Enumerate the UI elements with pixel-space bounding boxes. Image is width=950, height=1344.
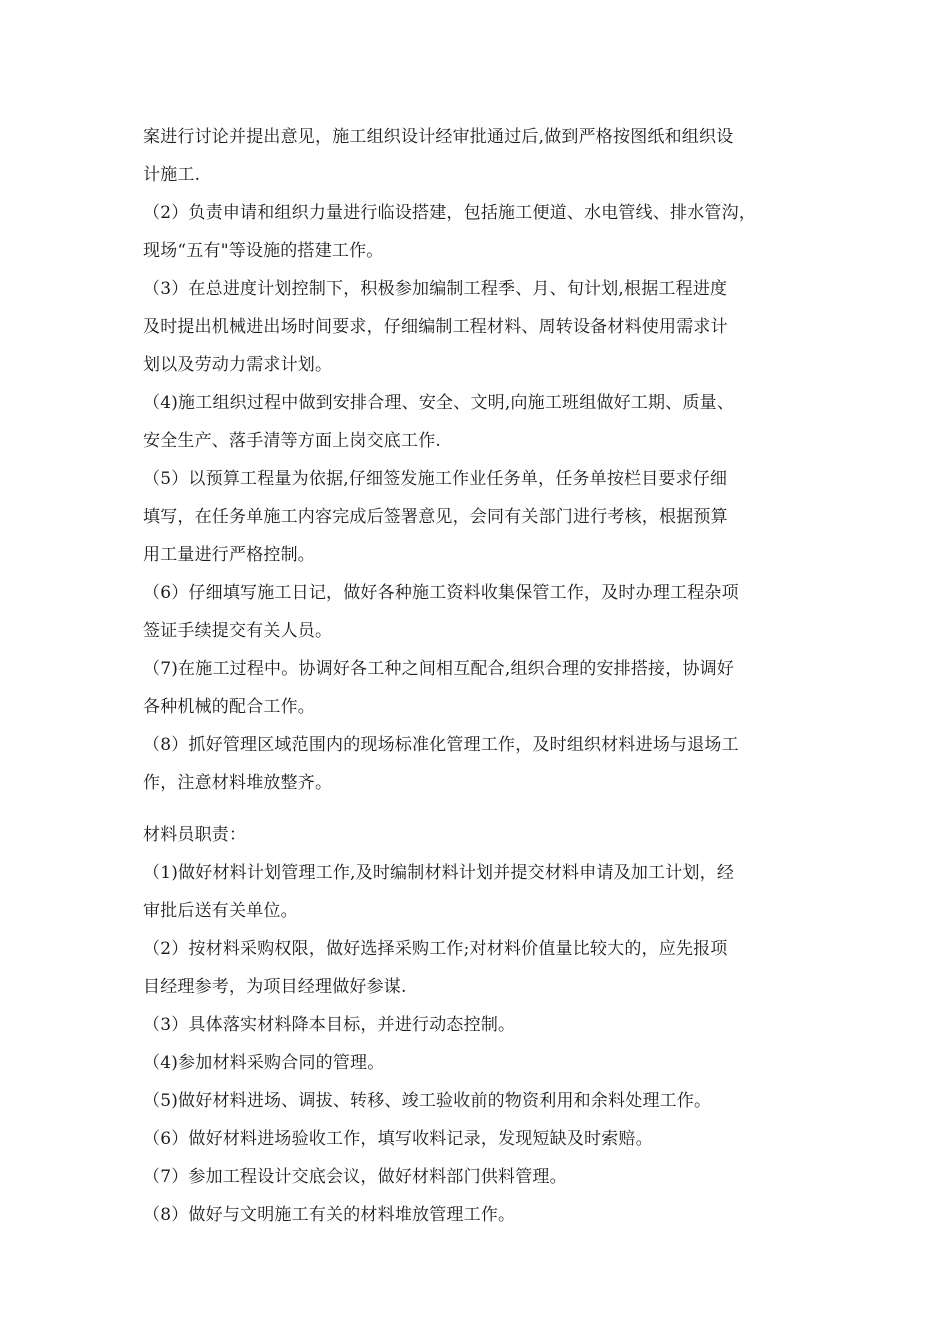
text-line: 用工量进行严格控制。: [143, 545, 315, 565]
text-line: （8）抓好管理区域范围内的现场标准化管理工作，及时组织材料进场与退场工: [143, 735, 739, 755]
text-line: （7)在施工过程中。协调好各工种之间相互配合,组织合理的安排搭接，协调好: [143, 659, 735, 679]
text-line: （7）参加工程设计交底会议，做好材料部门供料管理。: [143, 1167, 567, 1187]
text-line: （2）负责申请和组织力量进行临设搭建，包括施工便道、水电管线、排水管沟，: [143, 203, 757, 223]
text-line: 填写，在任务单施工内容完成后签署意见，会同有关部门进行考核，根据预算: [143, 507, 728, 527]
text-line: 计施工.: [143, 165, 201, 185]
text-line: 目经理参考，为项目经理做好参谋.: [143, 977, 407, 997]
text-line: （3）在总进度计划控制下，积极参加编制工程季、月、旬计划,根据工程进度: [143, 279, 728, 299]
text-line: 各种机械的配合工作。: [143, 697, 315, 717]
text-line: 作，注意材料堆放整齐。: [143, 773, 333, 793]
section-heading: 材料员职责：: [143, 825, 247, 845]
text-line: 案进行讨论并提出意见，施工组织设计经审批通过后,做到严格按图纸和组织设: [143, 127, 734, 147]
text-line: （6）做好材料进场验收工作，填写收料记录，发现短缺及时索赔。: [143, 1129, 653, 1149]
text-line: （5）以预算工程量为依据,仔细签发施工作业任务单，任务单按栏目要求仔细: [143, 469, 728, 489]
text-line: （2）按材料采购权限，做好选择采购工作;对材料价值量比较大的，应先报项: [143, 939, 728, 959]
text-line: 划以及劳动力需求计划。: [143, 355, 333, 375]
text-line: （4)施工组织过程中做到安排合理、安全、文明,向施工班组做好工期、质量、: [143, 393, 735, 413]
text-line: （1)做好材料计划管理工作,及时编制材料计划并提交材料申请及加工计划，经: [143, 863, 735, 883]
text-line: 审批后送有关单位。: [143, 901, 298, 921]
text-line: 签证手续提交有关人员。: [143, 621, 333, 641]
text-line: （6）仔细填写施工日记，做好各种施工资料收集保管工作，及时办理工程杂项: [143, 583, 739, 603]
text-line: （4)参加材料采购合同的管理。: [143, 1053, 385, 1073]
text-line: （5)做好材料进场、调拔、转移、竣工验收前的物资利用和余料处理工作。: [143, 1091, 712, 1111]
text-line: 安全生产、落手清等方面上岗交底工作.: [143, 431, 442, 451]
text-line: 及时提出机械进出场时间要求，仔细编制工程材料、周转设备材料使用需求计: [143, 317, 728, 337]
text-line: （8）做好与文明施工有关的材料堆放管理工作。: [143, 1205, 516, 1225]
text-line: 现场“五有"等设施的搭建工作。: [143, 241, 384, 261]
text-line: （3）具体落实材料降本目标，并进行动态控制。: [143, 1015, 516, 1035]
